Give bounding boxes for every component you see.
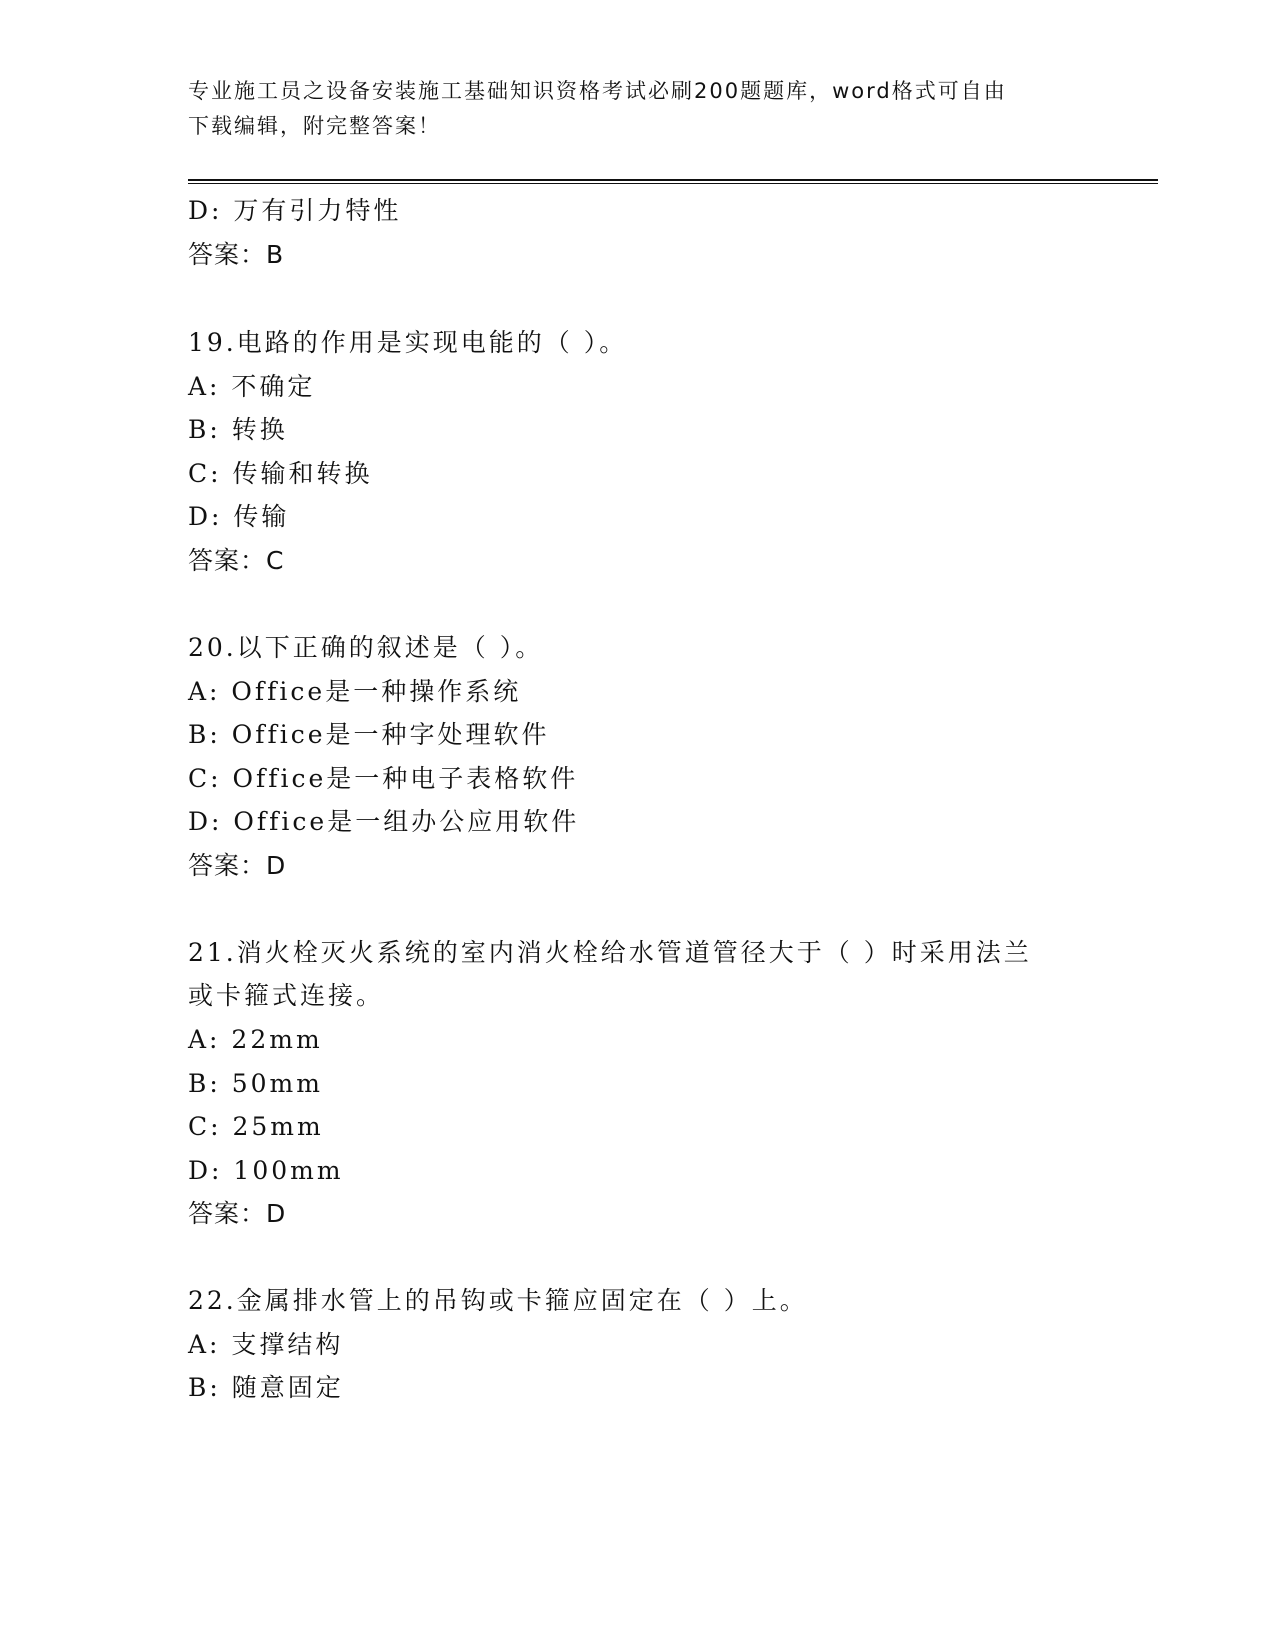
header-divider-thick: [188, 179, 1158, 181]
header-line-2: 下载编辑，附完整答案！: [188, 114, 441, 138]
option-d: D: Office是一组办公应用软件: [188, 807, 580, 836]
option-c: C: 传输和转换: [188, 459, 373, 488]
option-d: D: 万有引力特性: [188, 196, 402, 225]
option-d: D: 传输: [188, 502, 290, 531]
option-a: A: 支撑结构: [188, 1330, 344, 1359]
option-b: B: 随意固定: [188, 1373, 344, 1402]
page-header: [188, 74, 1088, 144]
answer-line: 答案：B: [188, 240, 285, 269]
option-c: C: Office是一种电子表格软件: [188, 764, 579, 793]
option-b: B: 转换: [188, 415, 288, 444]
question-stem-line-2: 或卡箍式连接。: [188, 981, 385, 1010]
answer-line: 答案：D: [188, 1199, 287, 1228]
question-stem: 20.以下正确的叙述是（ ）。: [188, 633, 544, 662]
option-d: D: 100mm: [188, 1156, 344, 1185]
question-stem: 22.金属排水管上的吊钩或卡箍应固定在（ ）上。: [188, 1286, 808, 1315]
option-a: A: Office是一种操作系统: [188, 677, 522, 706]
option-a: A: 22mm: [188, 1025, 323, 1054]
header-line-1: 专业施工员之设备安装施工基础知识资格考试必刷200题题库，word格式可自由: [188, 79, 1007, 103]
answer-line: 答案：C: [188, 546, 285, 575]
option-a: A: 不确定: [188, 372, 316, 401]
header-divider-thin: [188, 183, 1158, 184]
option-b: B: 50mm: [188, 1069, 323, 1098]
option-b: B: Office是一种字处理软件: [188, 720, 550, 749]
option-c: C: 25mm: [188, 1112, 324, 1141]
question-stem: 19.电路的作用是实现电能的（ ）。: [188, 328, 628, 357]
question-stem-line-1: 21.消火栓灭火系统的室内消火栓给水管道管径大于（ ）时采用法兰: [188, 938, 1032, 967]
answer-line: 答案：D: [188, 851, 287, 880]
